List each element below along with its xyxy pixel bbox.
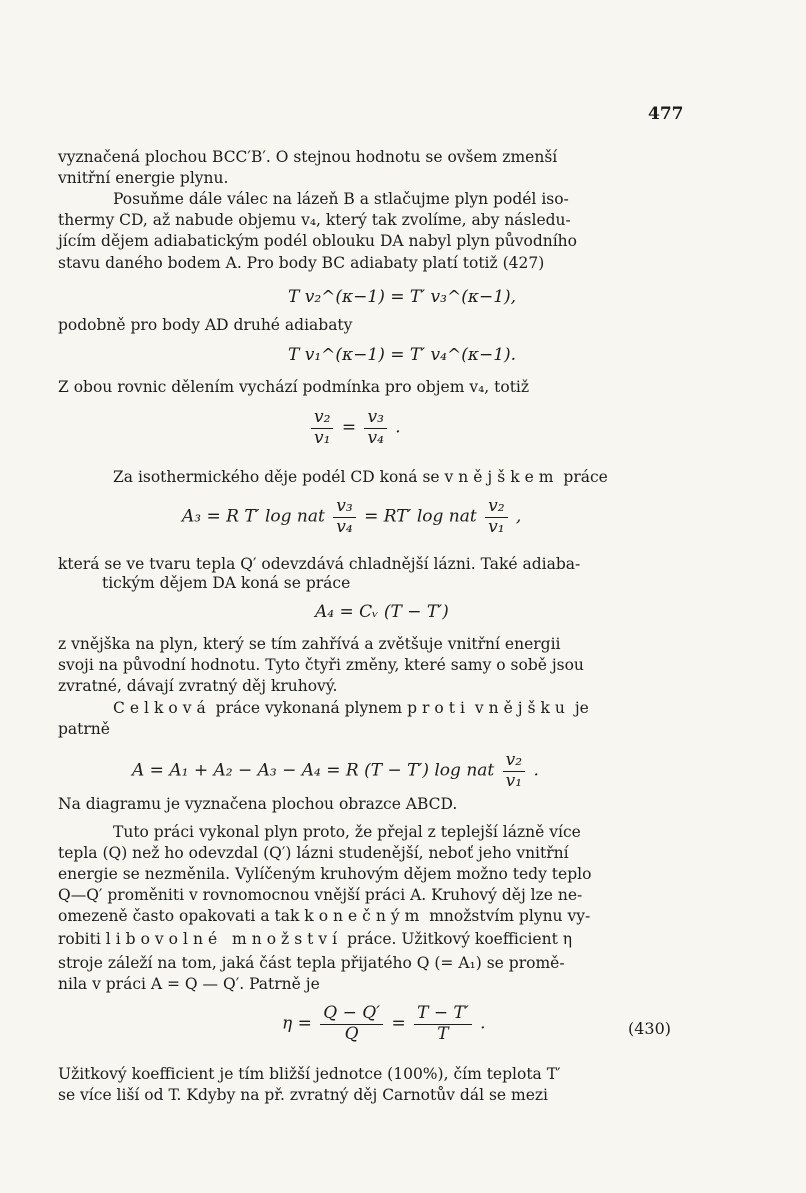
fraction-denominator: v₁ [505, 770, 523, 791]
text-line: se více liší od T. Kdyby na př. zvratný děj Carnotův dál se mezi [58, 1086, 549, 1104]
text-span: práce [563, 468, 608, 486]
equation-volume-ratio: $\frac{\text{v₂}}{\text{v₁}}$ = $\frac{\text{v₃}}{\text{v₄}}$ . [308, 408, 401, 448]
equation-efficiency: η = $\frac{Q - Q'}{Q}$ = $\frac{T - T'}{T}$ . [282, 1003, 486, 1044]
text-line: Užitkový koefficient je tím bližší jednotce (100%), čím teplota T′ [58, 1065, 561, 1083]
text-span: omezeně často opakovati a tak [58, 907, 300, 925]
text-line [113, 701, 589, 717]
text-line: svoji na původní hodnotu. Tyto čtyři změny, které samy o sobě jsou [58, 656, 584, 674]
equation-adiabatic-work: A₄ = Cᵥ (T − T′) [315, 602, 449, 622]
text-line: energie se nezměnila. Vylíčeným kruhovým dějem možno tedy teplo [58, 865, 592, 883]
text-line: Z obou rovnic dělením vychází podmínka pro objem v₄, totiž [58, 378, 530, 396]
text-line: jícím dějem adiabatickým podél oblouku DA nabyl plyn původního [58, 232, 578, 250]
text-line: nila v práci A = Q — Q′. Patrně je [58, 975, 320, 993]
spaced-text: proti [407, 699, 470, 717]
text-span: práce vykonaná plynem [215, 699, 403, 717]
text-line: tepla (Q) než ho odevzdal (Q′) lázni studenější, neboť jeho vnitřní [58, 844, 569, 862]
text-line: Na diagramu je vyznačena plochou obrazce ABCD. [58, 795, 458, 813]
text-line [58, 909, 590, 925]
fraction-numerator: v₃ [333, 497, 355, 518]
text-line [113, 470, 608, 486]
spaced-text: vnějškem [444, 468, 559, 486]
fraction-numerator: v₂ [485, 497, 507, 518]
equation-adiabat-ad: T v₁^(κ−1) = T′ v₄^(κ−1). [288, 345, 517, 365]
fraction-denominator: v₁ [488, 516, 505, 537]
text-line: stavu daného bodem A. Pro body BC adiabaty platí totiž (427) [58, 254, 545, 272]
spaced-text: konečným [304, 907, 425, 925]
eq-part: = RT′ log nat [364, 506, 477, 527]
fraction-denominator: Q [344, 1023, 359, 1044]
fraction-numerator: T − T′ [414, 1004, 472, 1025]
text-line: patrně [58, 720, 110, 738]
text-line: z vnějška na plyn, který se tím zahřívá a zvětšuje vnitřní energii [58, 635, 561, 653]
text-span: Za isothermického děje podél CD koná se [113, 468, 440, 486]
text-span: práce. Užitkový koefficient η [347, 930, 573, 948]
text-span: robiti [58, 930, 101, 948]
text-line: thermy CD, až nabude objemu v₄, který tak zvolíme, aby následu- [58, 211, 571, 229]
text-line [58, 932, 572, 948]
fraction-denominator: T [437, 1023, 449, 1044]
text-line: Tuto práci vykonal plyn proto, že přejal z teplejší lázně více [113, 823, 581, 841]
equation-adiabat-bc: T v₂^(κ−1) = T′ v₃^(κ−1), [288, 287, 517, 307]
equation-total-work: A = A₁ + A₂ − A₃ − A₄ = R (T − T′) log nat $\frac{\text{v₂}}{\text{v₁}}$ . [132, 750, 539, 791]
text-line: Posuňme dále válec na lázeň B a stlačujme plyn podél iso- [113, 190, 569, 208]
eq-part: A = A₁ + A₂ − A₃ − A₄ = R (T − T′) log nat [132, 760, 495, 781]
fraction-numerator: v₂ [503, 751, 525, 772]
spaced-text: Celková [113, 699, 211, 717]
text-line: podobně pro body AD druhé adiabaty [58, 316, 353, 334]
fraction-numerator: v₃ [364, 408, 386, 429]
text-line: stroje záleží na tom, jaká část tepla přijatého Q (= A₁) se promě- [58, 954, 565, 972]
eq-part: A₃ = R T′ log nat [182, 506, 325, 527]
fraction-denominator: v₄ [336, 516, 353, 537]
eq-part: η = [282, 1013, 312, 1034]
fraction-denominator: v₄ [367, 427, 384, 448]
text-line: Q—Q′ proměniti v rovnomocnou vnější práci A. Kruhový děj lze ne- [58, 886, 583, 904]
fraction-numerator: v₂ [311, 408, 333, 429]
spaced-text: vnějšku [474, 699, 570, 717]
page-number: 477 [648, 104, 684, 124]
equation-isothermal-work: A₃ = R T′ log nat $\frac{\text{v₃}}{\text{v₄}}$ = RT′ log nat $\frac{\text{v₂}}{\text{v₁}}$ , [182, 496, 522, 537]
text-line: vyznačená plochou BCC′B′. O stejnou hodnotu se ovšem zmenší [58, 148, 558, 166]
text-line: která se ve tvaru tepla Q′ odevzdává chladnější lázni. Také adiaba- [58, 555, 581, 573]
text-line: zvratné, dávají zvratný děj kruhový. [58, 677, 338, 695]
spaced-text: libovolné množství [105, 930, 343, 948]
text-line: vnitřní energie plynu. [58, 169, 229, 187]
fraction-numerator: Q − Q′ [320, 1004, 383, 1025]
fraction-denominator: v₁ [314, 427, 331, 448]
equation-number: (430) [628, 1019, 672, 1038]
text-span: množstvím plynu vy- [429, 907, 591, 925]
text-span: je [574, 699, 589, 717]
text-line: tickým dějem DA koná se práce [102, 574, 351, 592]
